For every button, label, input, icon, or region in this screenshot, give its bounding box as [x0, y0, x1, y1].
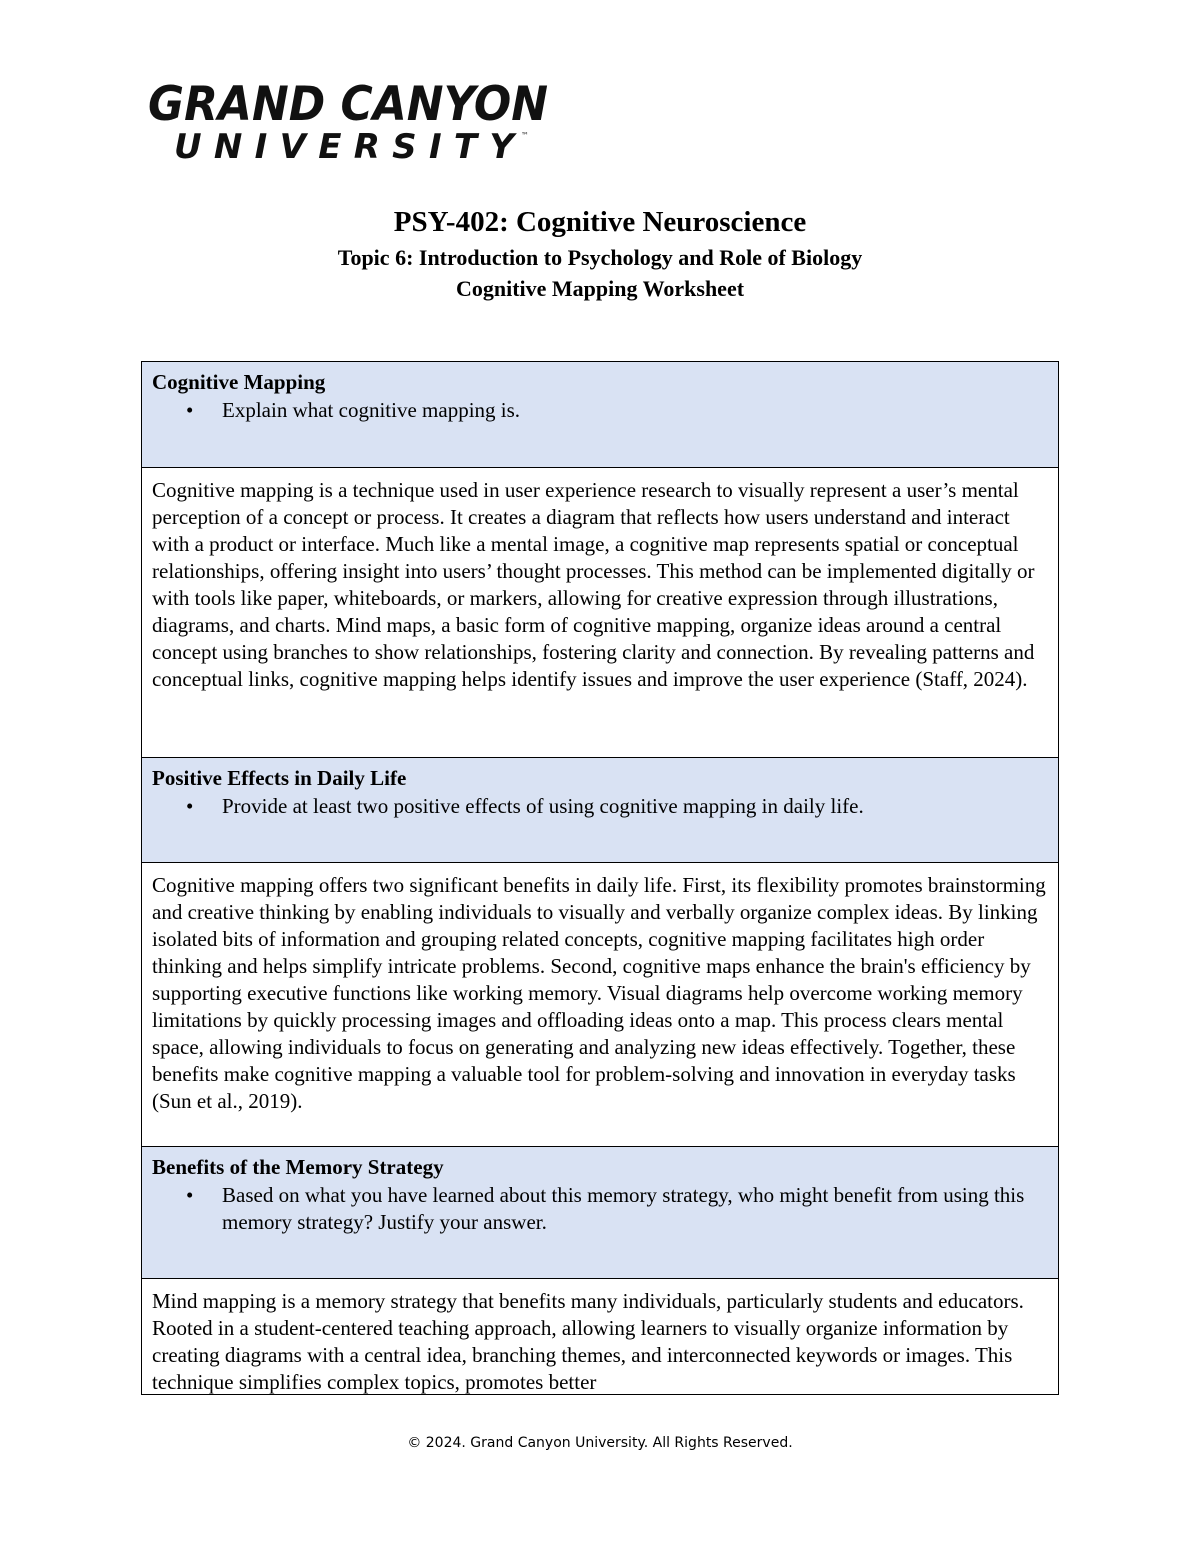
section-title: Positive Effects in Daily Life [152, 766, 407, 790]
bullet-icon: • [186, 794, 194, 818]
answer-text: Cognitive mapping offers two significant benefits in daily life. First, its flexibility promotes brainstorming and creative thinking by enabling individuals to visually and verbally organize complex ideas. By linking isolated bits of information and grouping related concepts, cognitive mapping facilitates high order thinking and helps simplify intricate problems. Second, cognitive maps enhance the brain's efficiency by supporting executive functions like working memory. Visual diagrams help overcome working memory limitations by quickly processing images and offloading ideas onto a map. This process clears mental space, allowing individuals to focus on generating and analyzing new ideas effectively. Together, these benefits make cognitive mapping a valuable tool for problem-solving and innovation in everyday tasks (Sun et al., 2019). [152, 873, 1046, 1113]
prompt-row-memory-strategy [142, 1147, 1058, 1279]
topic-title: Topic 6: Introduction to Psychology and Role of Biology [337, 245, 863, 270]
answer-text: Cognitive mapping is a technique used in user experience research to visually represent a user’s mental perception of a concept or process. It creates a diagram that reflects how users understand and interact with a product or interface. Much like a mental image, a cognitive map represents spatial or conceptual relationships, offering insight into users’ thought processes. This method can be implemented digitally or with tools like paper, whiteboards, or markers, allowing for creative expression through illustrations, diagrams, and charts. Mind maps, a basic form of cognitive mapping, organize ideas around a central concept using branches to show relationships, fostering clarity and connection. By revealing patterns and conceptual links, cognitive mapping helps identify issues and improve the user experience (Staff, 2024). [152, 478, 1035, 691]
section-title: Benefits of the Memory Strategy [152, 1155, 444, 1179]
course-title: PSY-402: Cognitive Neuroscience [393, 206, 807, 238]
prompt-bullet [152, 793, 1048, 820]
answer-row-memory-strategy [142, 1279, 1058, 1395]
logo-line2: UNIVERSITY [174, 127, 514, 166]
university-logo-graphic [148, 76, 558, 166]
section-title: Cognitive Mapping [152, 370, 326, 394]
copyright-footer: © 2024. Grand Canyon University. All Rights Reserved. [407, 1435, 793, 1451]
bullet-icon: • [186, 398, 194, 422]
answer-row-positive-effects [142, 863, 1058, 1147]
document-header [0, 202, 1200, 304]
bullet-icon: • [186, 1183, 194, 1207]
prompt-bullet [152, 397, 1048, 424]
logo-trademark: ™ [521, 131, 529, 140]
prompt-text: Explain what cognitive mapping is. [222, 398, 521, 422]
worksheet-table [141, 361, 1059, 1395]
prompt-text: Provide at least two positive effects of using cognitive mapping in daily life. [222, 794, 864, 818]
prompt-bullet [152, 1182, 1048, 1236]
prompt-row-positive-effects [142, 758, 1058, 863]
prompt-row-cognitive-mapping [142, 362, 1058, 468]
logo-line1: GRAND CANYON [148, 77, 548, 132]
answer-text: Mind mapping is a memory strategy that benefits many individuals, particularly students and educators. Rooted in a student-centered teaching approach, allowing learners to visually organize information by creating diagrams with a central idea, branching themes, and interconnected keywords or images. This technique simplifies complex topics, promotes better [152, 1289, 1024, 1394]
prompt-text: Based on what you have learned about this memory strategy, who might benefit from using this memory strategy? Justify your answer. [222, 1183, 1025, 1234]
university-logo [148, 76, 558, 166]
worksheet-title: Cognitive Mapping Worksheet [455, 276, 745, 301]
answer-row-cognitive-mapping [142, 468, 1058, 758]
